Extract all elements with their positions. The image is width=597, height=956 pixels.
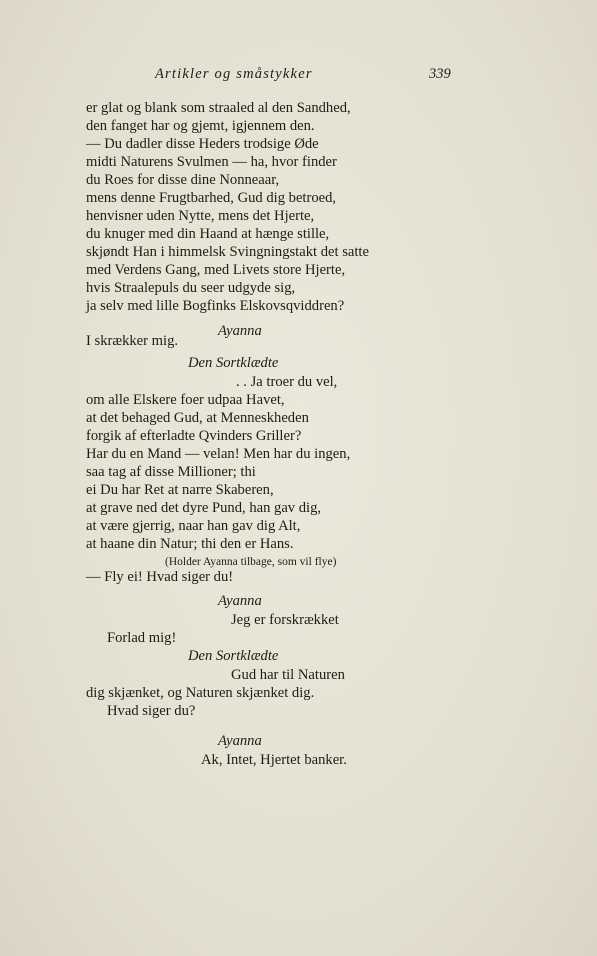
verse-line: Hvad siger du? bbox=[107, 703, 196, 719]
verse-line: at være gjerrig, naar han gav dig Alt, bbox=[86, 518, 301, 534]
verse-line: dig skjænket, og Naturen skjænket dig. bbox=[86, 685, 315, 701]
verse-line: — Du dadler disse Heders trodsige Øde bbox=[86, 136, 319, 152]
verse-line: den fanget har og gjemt, igjennem den. bbox=[86, 118, 315, 134]
verse-line: Gud har til Naturen bbox=[231, 667, 345, 683]
verse-line: Har du en Mand — velan! Men har du ingen, bbox=[86, 446, 351, 462]
speaker-name: Ayanna bbox=[218, 593, 262, 609]
verse-line: . . Ja troer du vel, bbox=[236, 374, 338, 390]
verse-line: du knuger med din Haand at hænge stille, bbox=[86, 226, 330, 242]
verse-line: Forlad mig! bbox=[107, 630, 177, 646]
verse-line: midti Naturens Svulmen — ha, hvor finder bbox=[86, 154, 337, 170]
speaker-name: Den Sortklædte bbox=[188, 355, 279, 371]
speaker-name: Ayanna bbox=[218, 733, 262, 749]
verse-line: Ak, Intet, Hjertet banker. bbox=[201, 752, 347, 768]
verse-line: saa tag af disse Millioner; thi bbox=[86, 464, 256, 480]
verse-line: henvisner uden Nytte, mens det Hjerte, bbox=[86, 208, 315, 224]
verse-line: at det behaged Gud, at Menneskheden bbox=[86, 410, 309, 426]
verse-line: — Fly ei! Hvad siger du! bbox=[86, 569, 234, 585]
page-header bbox=[0, 66, 597, 86]
page-number: 339 bbox=[429, 66, 451, 82]
verse-line: forgik af efterladte Qvinders Griller? bbox=[86, 428, 302, 444]
verse-line: at haane din Natur; thi den er Hans. bbox=[86, 536, 294, 552]
verse-line: du Roes for disse dine Nonneaar, bbox=[86, 172, 280, 188]
verse-line: ei Du har Ret at narre Skaberen, bbox=[86, 482, 274, 498]
verse-line: skjøndt Han i himmelsk Svingningstakt det satte bbox=[86, 244, 369, 260]
speaker-name: Den Sortklædte bbox=[188, 648, 279, 664]
running-title: Artikler og småstykker bbox=[155, 66, 313, 82]
verse-line: hvis Straalepuls du seer udgyde sig, bbox=[86, 280, 296, 296]
verse-line: I skrækker mig. bbox=[86, 333, 179, 349]
speaker-name: Ayanna bbox=[218, 323, 262, 339]
verse-line: om alle Elskere foer udpaa Havet, bbox=[86, 392, 285, 408]
verse-line: Jeg er forskrækket bbox=[231, 612, 339, 628]
stage-direction: (Holder Ayanna tilbage, som vil flye) bbox=[165, 556, 337, 568]
verse-line: at grave ned det dyre Pund, han gav dig, bbox=[86, 500, 322, 516]
verse-line: ja selv med lille Bogfinks Elskovsqviddren? bbox=[86, 298, 345, 314]
verse-line: er glat og blank som straaled al den Sandhed, bbox=[86, 100, 351, 116]
verse-line: med Verdens Gang, med Livets store Hjerte, bbox=[86, 262, 346, 278]
verse-line: mens denne Frugtbarhed, Gud dig betroed, bbox=[86, 190, 337, 206]
